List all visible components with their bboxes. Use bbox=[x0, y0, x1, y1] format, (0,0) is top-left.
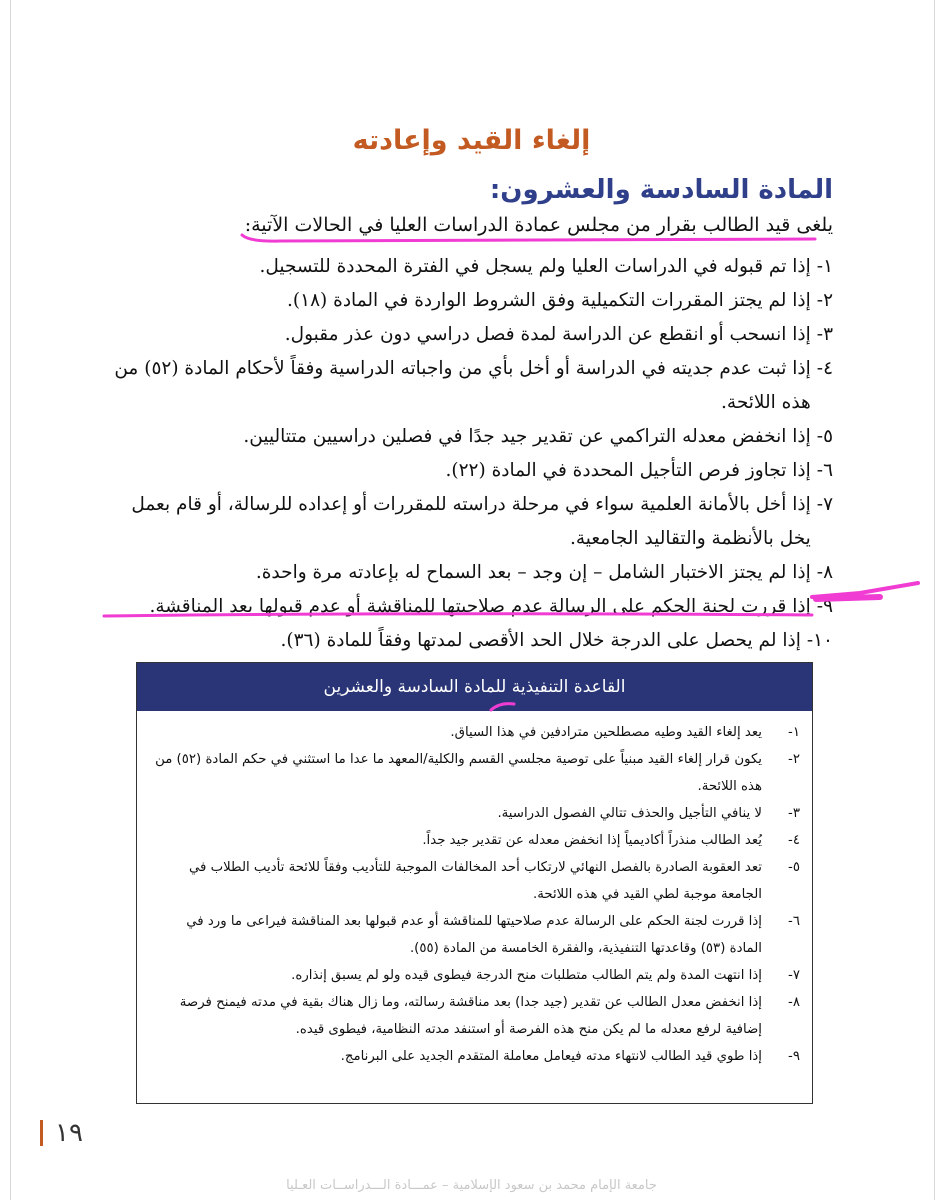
item-text: إذا انخفض معدل الطالب عن تقدير (جيد جدا) بعد مناقشة رسالته، وما زال هناك بقية في مدته فيمنح فرصة إضافية لرفع معدله ما لم يكن منح هذه الفرصة أو استنفد مدته النظامية، فيطوى قيده. bbox=[179, 995, 762, 1037]
executive-rule-header: القاعدة التنفيذية للمادة السادسة والعشرين bbox=[137, 663, 812, 711]
page-title: إلغاء القيد وإعادته bbox=[352, 125, 591, 156]
item-number: ٤- bbox=[816, 358, 833, 379]
list-item bbox=[151, 746, 800, 800]
item-text: إذا لم يجتز الاختبار الشامل – إن وجد – بعد السماح له بإعادته مرة واحدة. bbox=[255, 562, 811, 583]
item-text: إذا ثبت عدم جديته في الدراسة أو أخل بأي من واجباته الدراسية وفقاً لأحكام المادة (٥٢) من هذه اللائحة. bbox=[114, 358, 811, 413]
list-item bbox=[113, 250, 833, 284]
item-number: ١- bbox=[788, 725, 800, 740]
item-number: ١- bbox=[816, 256, 833, 277]
list-item bbox=[113, 488, 833, 556]
item-number: ٥- bbox=[816, 426, 833, 447]
page-number-text: ١٩ bbox=[55, 1118, 83, 1148]
list-item bbox=[151, 962, 800, 989]
item-text: إذا قررت لجنة الحكم على الرسالة عدم صلاحيتها للمناقشة أو عدم قبولها بعد المناقشة. bbox=[149, 596, 811, 617]
article-intro: يلغى قيد الطالب بقرار من مجلس عمادة الدراسات العليا في الحالات الآتية: bbox=[244, 214, 833, 236]
item-text: إذا انسحب أو انقطع عن الدراسة لمدة فصل دراسي دون عذر مقبول. bbox=[284, 324, 811, 345]
item-number: ٤- bbox=[788, 833, 800, 848]
item-number: ١٠- bbox=[806, 630, 833, 651]
article-heading: المادة السادسة والعشرون: bbox=[489, 175, 833, 205]
list-item bbox=[151, 719, 800, 746]
item-number: ٣- bbox=[788, 806, 800, 821]
item-number: ٢- bbox=[788, 752, 800, 767]
list-item bbox=[113, 624, 833, 658]
item-text: إذا طوي قيد الطالب لانتهاء مدته فيعامل معاملة المتقدم الجديد على البرنامج. bbox=[340, 1049, 762, 1064]
item-number: ٦- bbox=[816, 460, 833, 481]
item-text: إذا تم قبوله في الدراسات العليا ولم يسجل في الفترة المحددة للتسجيل. bbox=[259, 256, 811, 277]
list-item bbox=[151, 989, 800, 1043]
list-item bbox=[151, 908, 800, 962]
list-item bbox=[113, 454, 833, 488]
item-number: ٧- bbox=[816, 494, 833, 515]
item-number: ٥- bbox=[788, 860, 800, 875]
item-number: ٣- bbox=[816, 324, 833, 345]
item-text: إذا انتهت المدة ولم يتم الطالب متطلبات منح الدرجة فيطوى قيده ولو لم يسبق إنذاره. bbox=[291, 968, 762, 983]
item-number: ٩- bbox=[816, 596, 833, 617]
list-item bbox=[151, 800, 800, 827]
item-text: لا ينافي التأجيل والحذف تتالي الفصول الدراسية. bbox=[497, 806, 762, 821]
item-text: إذا أخل بالأمانة العلمية سواء في مرحلة دراسته للمقررات أو إعداده للرسالة، أو قام بعمل يخل بالأنظمة والتقاليد الجامعية. bbox=[131, 494, 811, 549]
item-number: ٧- bbox=[788, 968, 800, 983]
item-text: إذا انخفض معدله التراكمي عن تقدير جيد جدًا في فصلين دراسيين متتاليين. bbox=[243, 426, 811, 447]
footer-text: جامعة الإمام محمد بن سعود الإسلامية – عمـــادة الـــدراســات العـليا bbox=[286, 1178, 657, 1193]
item-text: إذا قررت لجنة الحكم على الرسالة عدم صلاحيتها للمناقشة أو عدم قبولها بعد المناقشة فيراعى ما ورد في المادة (٥٣) وقاعدتها التنفيذية، والفقرة الخامسة من المادة (٥٥). bbox=[186, 914, 762, 956]
item-text: إذا لم يجتز المقررات التكميلية وفق الشروط الواردة في المادة (١٨). bbox=[287, 290, 811, 311]
executive-rule-items bbox=[137, 711, 812, 1070]
item-number: ٨- bbox=[788, 995, 800, 1010]
item-number: ٢- bbox=[816, 290, 833, 311]
item-text: إذا تجاوز فرص التأجيل المحددة في المادة (٢٢). bbox=[445, 460, 811, 481]
list-item bbox=[113, 284, 833, 318]
page-number-bar bbox=[40, 1120, 43, 1146]
list-item bbox=[151, 827, 800, 854]
item-text: يكون قرار إلغاء القيد مبنياً على توصية مجلسي القسم والكلية/المعهد ما عدا ما استثني في حكم المادة (٥٢) من هذه اللائحة. bbox=[155, 752, 762, 794]
item-text: تعد العقوبة الصادرة بالفصل النهائي لارتكاب أحد المخالفات الموجبة للتأديب وفقاً للائحة تأديب الطلاب في الجامعة موجبة لطي القيد في هذه اللائحة. bbox=[188, 860, 762, 902]
list-item bbox=[113, 352, 833, 420]
item-number: ٨- bbox=[816, 562, 833, 583]
executive-rule-box bbox=[136, 662, 813, 1104]
item-number: ٦- bbox=[788, 914, 800, 929]
item-text: يُعد الطالب منذراً أكاديمياً إذا انخفض معدله عن تقدير جيد جداً. bbox=[422, 833, 762, 848]
list-item bbox=[113, 420, 833, 454]
item-text: إذا لم يحصل على الدرجة خلال الحد الأقصى لمدتها وفقاً للمادة (٣٦). bbox=[280, 630, 801, 651]
list-item bbox=[113, 318, 833, 352]
list-item bbox=[151, 854, 800, 908]
highlight-underline-item-9 bbox=[100, 575, 923, 625]
item-number: ٩- bbox=[788, 1049, 800, 1064]
highlight-mark-box bbox=[488, 700, 518, 712]
list-item bbox=[151, 1043, 800, 1070]
page-number bbox=[40, 1118, 83, 1148]
highlight-underline-intro bbox=[240, 232, 817, 244]
item-text: يعد إلغاء القيد وطيه مصطلحين مترادفين في هذا السياق. bbox=[450, 725, 762, 740]
